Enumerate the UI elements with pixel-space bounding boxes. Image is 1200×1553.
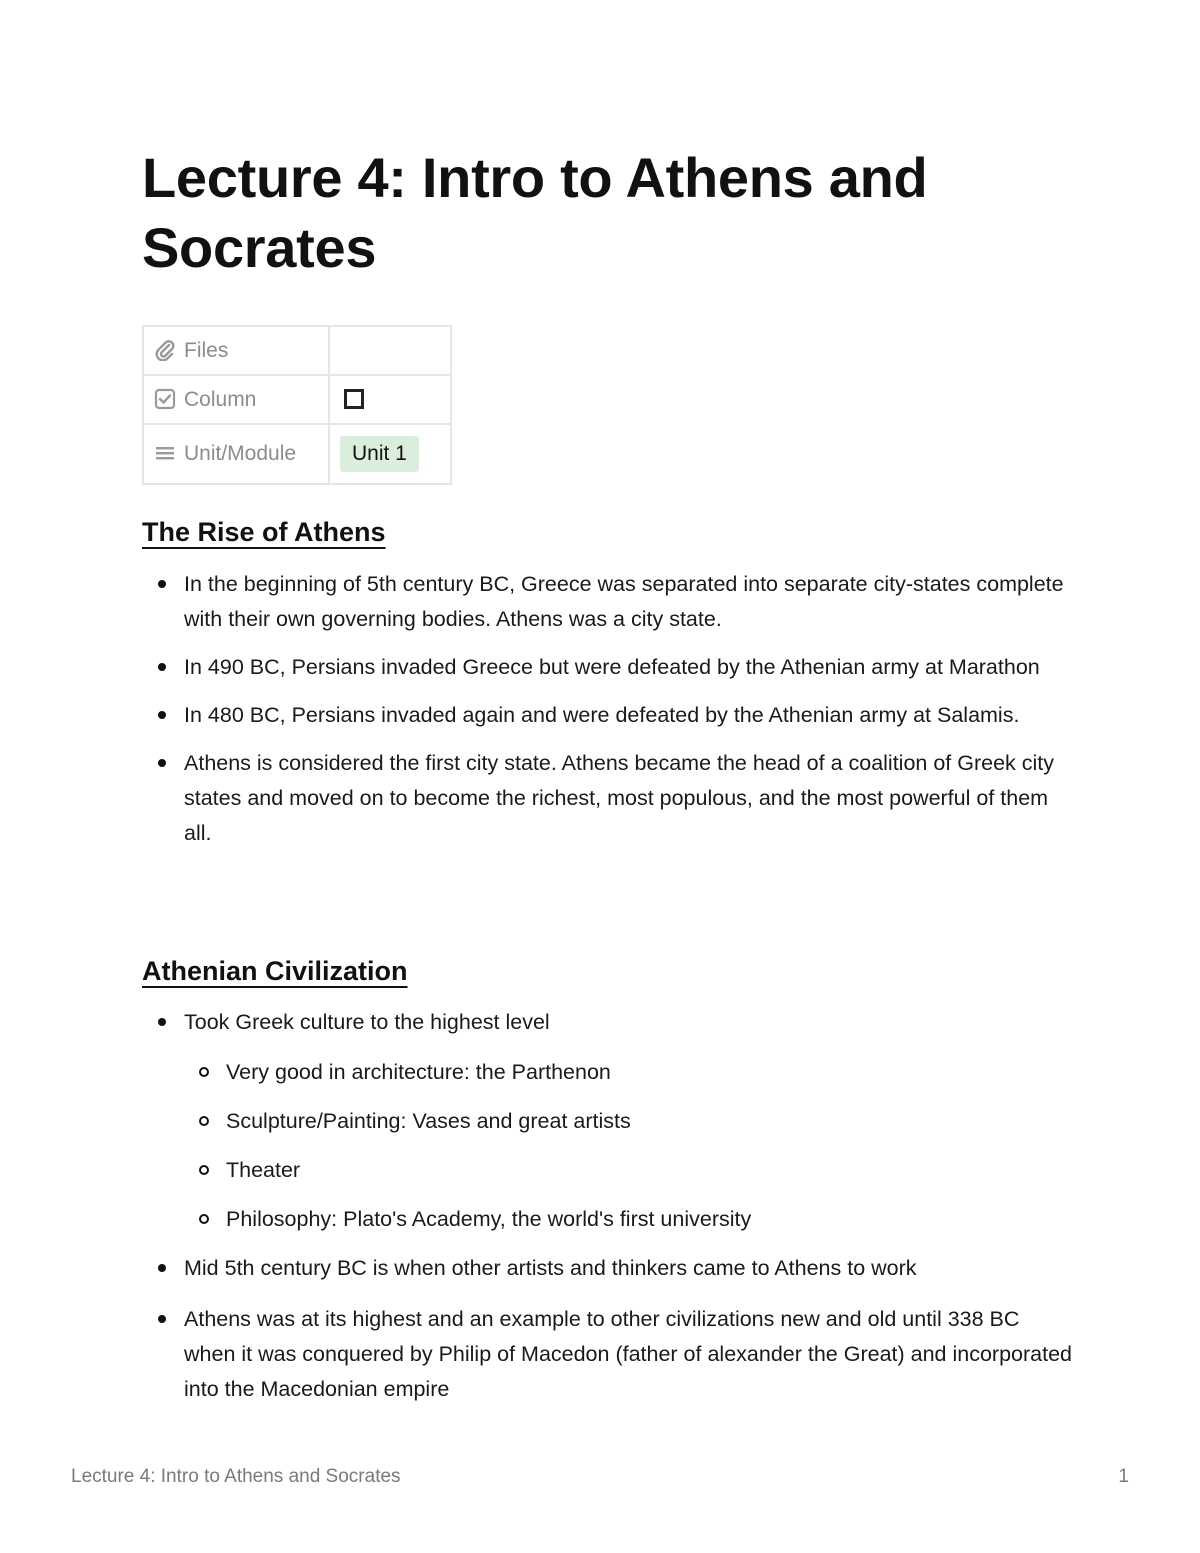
properties-table xyxy=(142,325,452,485)
list-item: Athens is considered the first city state. Athens became the head of a coalition of Greek city states and moved on to become the richest, most populous, and the most powerful of them all. xyxy=(142,746,1072,851)
civilization-list xyxy=(142,1005,1072,1407)
list-item: Took Greek culture to the highest level xyxy=(142,1005,1072,1040)
sub-list-item: Very good in architecture: the Parthenon xyxy=(142,1055,1072,1090)
checkbox-icon xyxy=(154,388,176,410)
list-icon xyxy=(154,442,176,464)
column-checkbox[interactable] xyxy=(344,389,364,409)
footer-title: Lecture 4: Intro to Athens and Socrates xyxy=(71,1466,401,1487)
property-row-files xyxy=(143,326,451,375)
property-key-label: Files xyxy=(184,338,229,362)
list-item: In 490 BC, Persians invaded Greece but were defeated by the Athenian army at Marathon xyxy=(142,650,1072,685)
paperclip-icon xyxy=(154,339,176,361)
list-item: In the beginning of 5th century BC, Greece was separated into separate city-states complete with their own governing bodies. Athens was a city state. xyxy=(142,567,1072,637)
property-key-label: Column xyxy=(184,387,257,411)
list-item: Mid 5th century BC is when other artists and thinkers came to Athens to work xyxy=(142,1251,1072,1286)
property-key-label: Unit/Module xyxy=(184,442,297,465)
files-value[interactable] xyxy=(329,326,451,375)
list-item: Athens was at its highest and an example to other civilizations new and old until 338 BC when it was conquered by Philip of Macedon (father of alexander the Great) and incorporated into the Macedonian empire xyxy=(142,1302,1072,1407)
property-key xyxy=(143,326,329,375)
column-value xyxy=(329,375,451,424)
list-item: In 480 BC, Persians invaded again and were defeated by the Athenian army at Salamis. xyxy=(142,698,1072,733)
section-heading-civilization: Athenian Civilization xyxy=(142,956,408,986)
property-row-column xyxy=(143,375,451,424)
section-heading-rise: The Rise of Athens xyxy=(142,517,386,547)
sub-list-item: Sculpture/Painting: Vases and great artists xyxy=(142,1104,1072,1139)
page-title: Lecture 4: Intro to Athens and Socrates xyxy=(142,146,928,279)
property-key xyxy=(143,424,329,484)
sub-list-item: Philosophy: Plato's Academy, the world's first university xyxy=(142,1202,1072,1237)
property-row-unit xyxy=(143,424,451,484)
unit-value xyxy=(329,424,451,484)
property-key xyxy=(143,375,329,424)
page-number: 1 xyxy=(1118,1466,1129,1487)
unit-tag[interactable]: Unit 1 xyxy=(340,436,419,472)
rise-list xyxy=(142,567,1072,851)
sub-list-item: Theater xyxy=(142,1153,1072,1188)
